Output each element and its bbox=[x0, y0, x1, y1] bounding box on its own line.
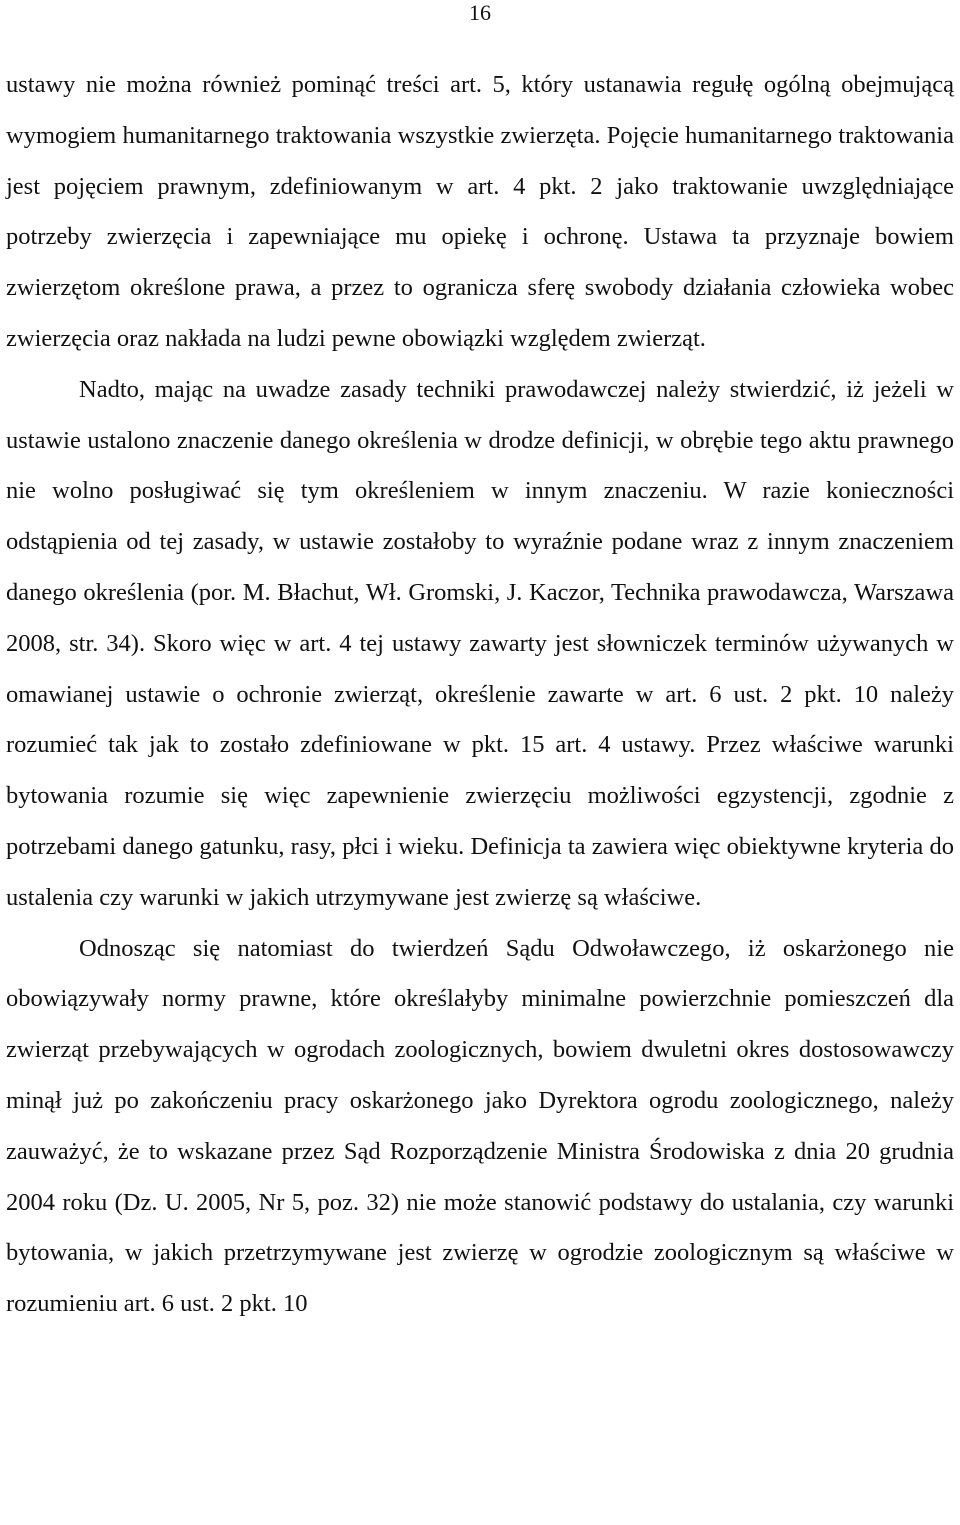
paragraph-legislative-technique: Nadto, mając na uwadze zasady techniki prawodawczej należy stwierdzić, iż jeżeli w ustawie ustalono znaczenie danego określenia w drodze definicji, w obrębie tego aktu prawnego nie wolno posługiwać się tym określeniem w innym znaczeniu. W razie konieczności odstąpienia od tej zasady, w ustawie zostałoby to wyraźnie podane wraz z innym znaczeniem danego określenia (por. M. Błachut, Wł. Gromski, J. Kaczor, Technika prawodawcza, Warszawa 2008, str. 34). Skoro więc w art. 4 tej ustawy zawarty jest słowniczek terminów używanych w omawianej ustawie o ochronie zwierząt, określenie zawarte w art. 6 ust. 2 pkt. 10 należy rozumieć tak jak to zostało zdefiniowane w pkt. 15 art. 4 ustawy. Przez właściwe warunki bytowania rozumie się więc zapewnienie zwierzęciu możliwości egzystencji, zgodnie z potrzebami danego gatunku, rasy, płci i wieku. Definicja ta zawiera więc obiektywne kryteria do ustalenia czy warunki w jakich utrzymywane jest zwierzę są właściwe. bbox=[6, 375, 954, 911]
document-body bbox=[6, 60, 954, 1330]
page-number: 16 bbox=[469, 0, 491, 25]
paragraph-continuation: ustawy nie można również pominąć treści art. 5, który ustanawia regułę ogólną obejmującą wymogiem humanitarnego traktowania wszystkie zwierzęta. Pojęcie humanitarnego traktowania jest pojęciem prawnym, zdefiniowanym w art. 4 pkt. 2 jako traktowanie uwzględniające potrzeby zwierzęcia i zapewniające mu opiekę i ochronę. Ustawa ta przyznaje bowiem zwierzętom określone prawa, a przez to ogranicza sferę swobody działania człowieka wobec zwierzęcia oraz nakłada na ludzi pewne obowiązki względem zwierząt. bbox=[6, 71, 954, 352]
paragraph-court-arguments: Odnosząc się natomiast do twierdzeń Sądu Odwoławczego, iż oskarżonego nie obowiązywały normy prawne, które określałyby minimalne powierzchnie pomieszczeń dla zwierząt przebywających w ogrodach zoologicznych, bowiem dwuletni okres dostosowawczy minął już po zakończeniu pracy oskarżonego jako Dyrektora ogrodu zoologicznego, należy zauważyć, że to wskazane przez Sąd Rozporządzenie Ministra Środowiska z dnia 20 grudnia 2004 roku (Dz. U. 2005, Nr 5, poz. 32) nie może stanowić podstawy do ustalania, czy warunki bytowania, w jakich przetrzymywane jest zwierzę w ogrodzie zoologicznym są właściwe w rozumieniu art. 6 ust. 2 pkt. 10 bbox=[6, 934, 954, 1318]
